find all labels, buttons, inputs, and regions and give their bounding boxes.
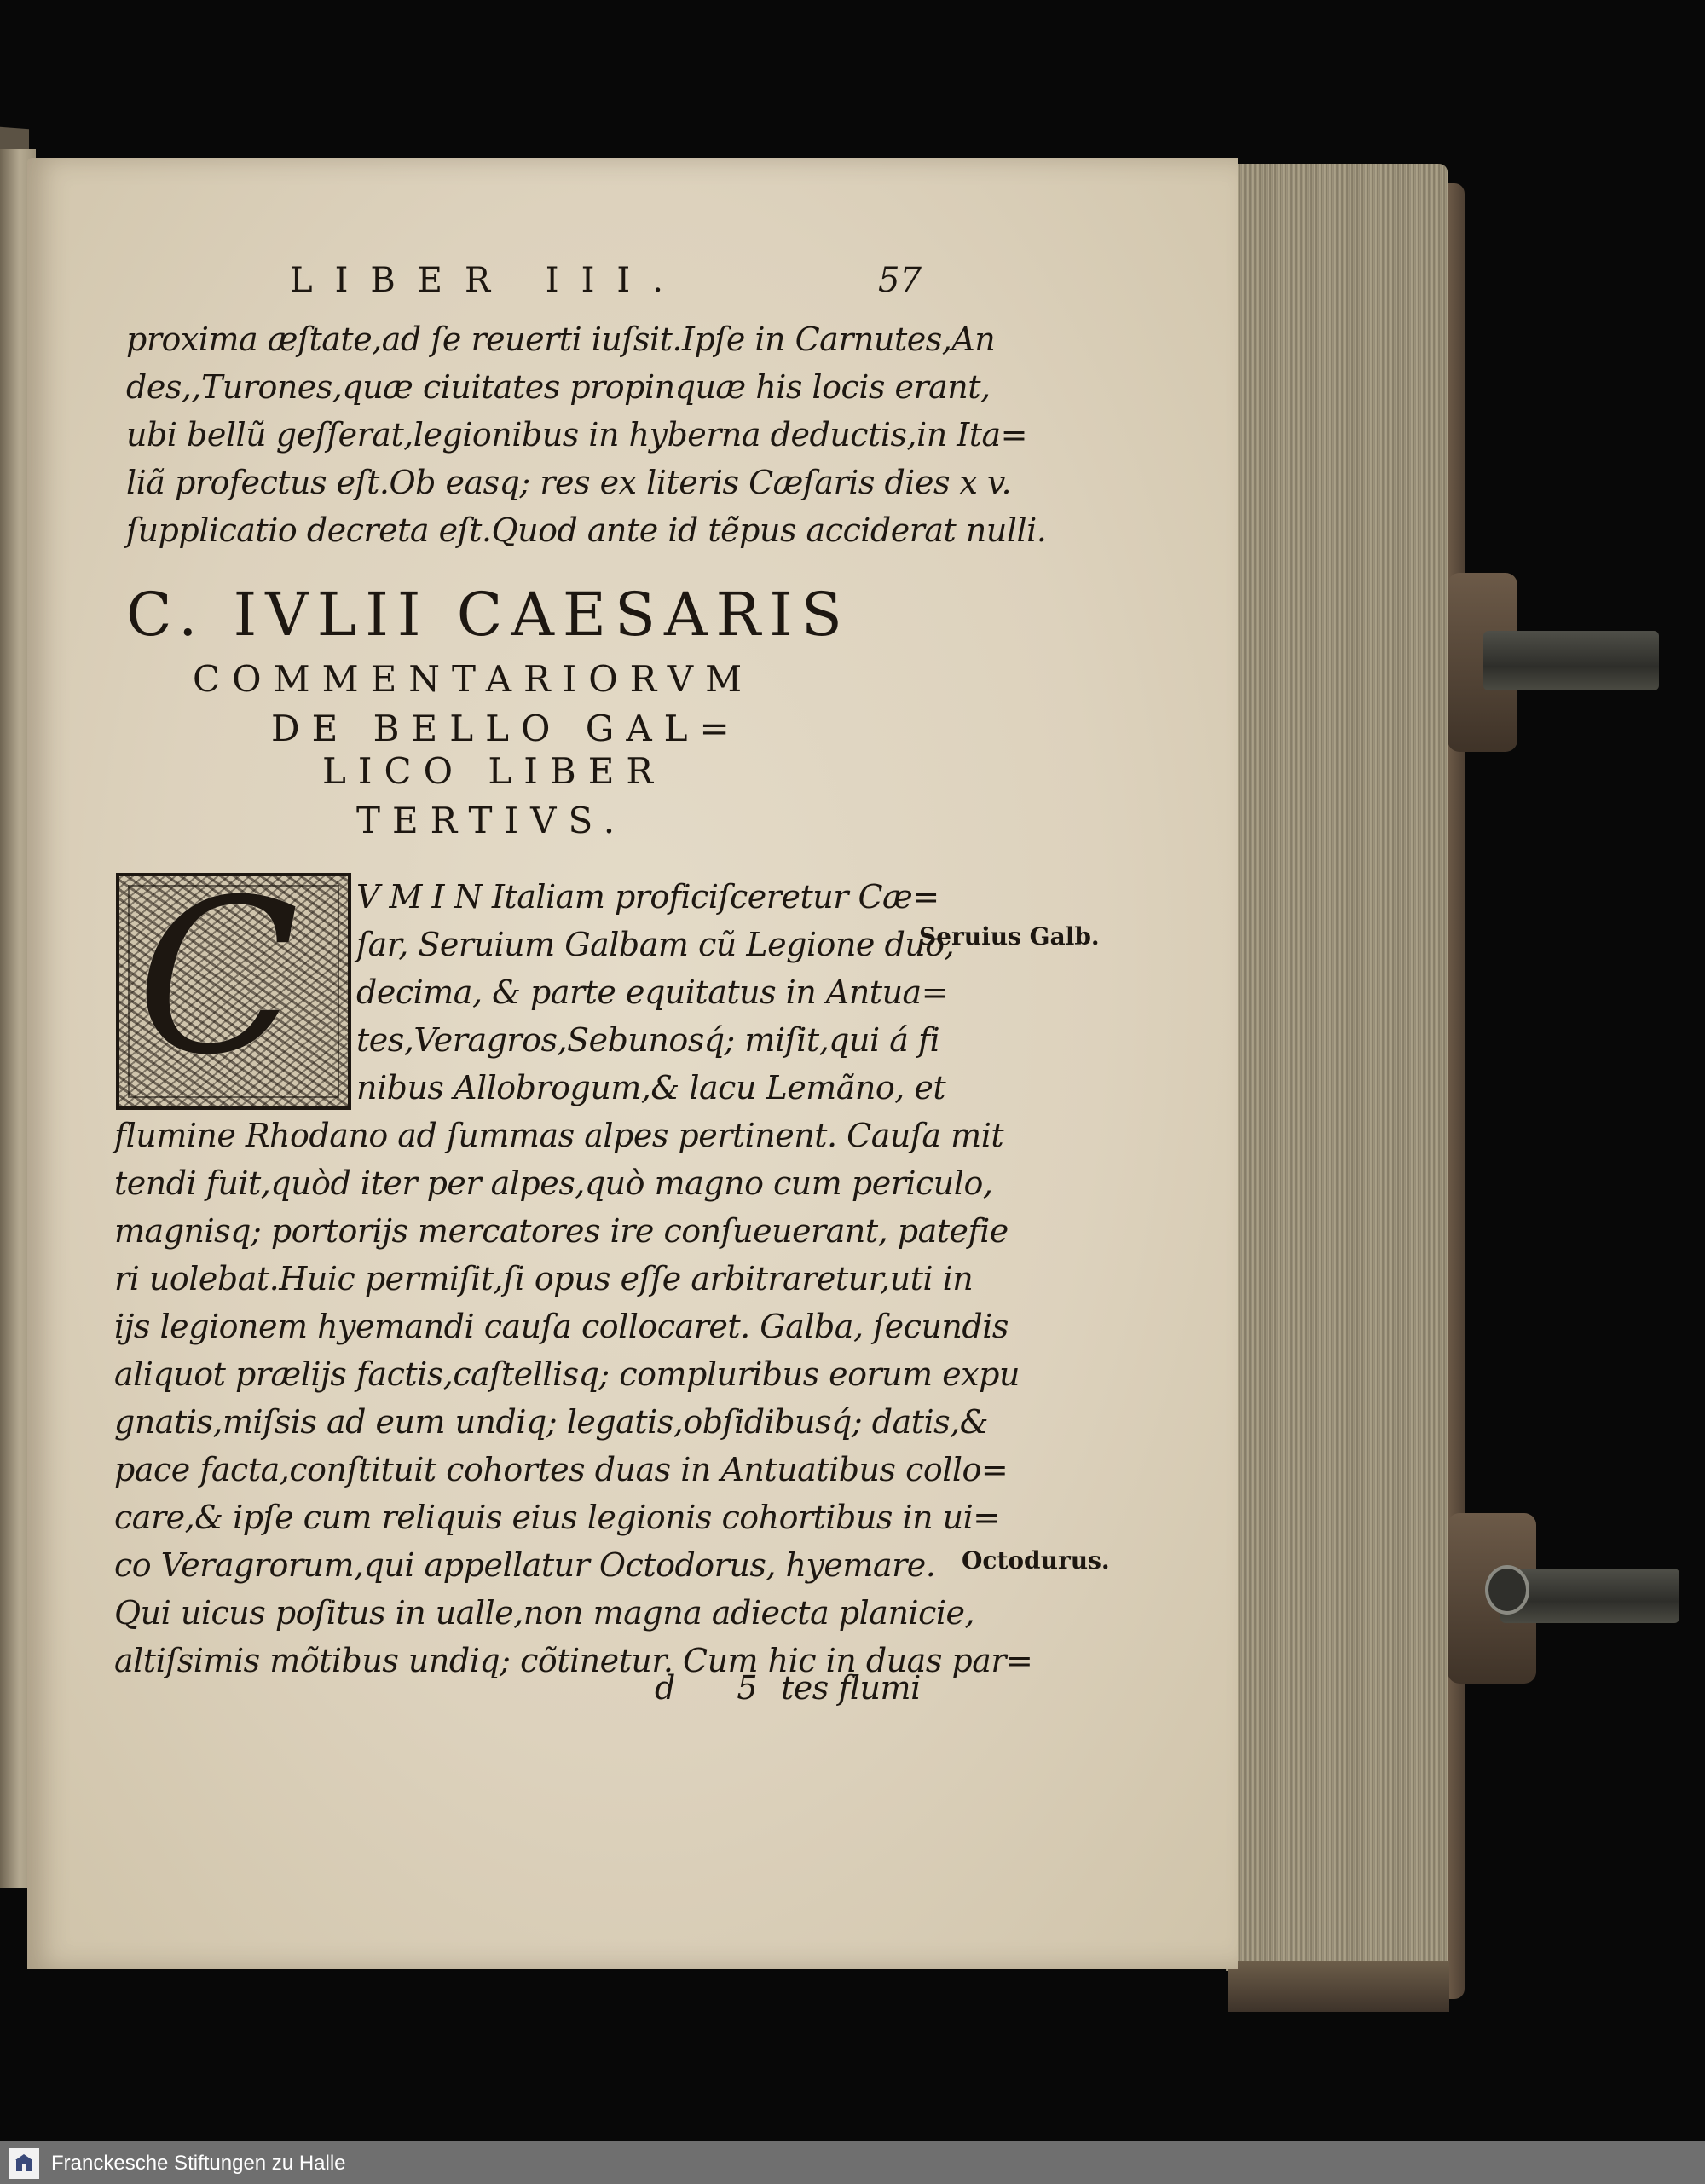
book-subtitle-line: LICO LIBER [322, 750, 666, 792]
text-line: V M I N Italiam proficiſceretur Cæ= [356, 878, 939, 916]
text-line: decima, & parte equitatus in Antua= [356, 974, 949, 1011]
book-subtitle-line: COMMENTARIORVM [193, 658, 754, 700]
margin-note: Seruius Galb. [919, 922, 1100, 950]
text-line: ſar, Seruium Galbam cũ Legione duo, [356, 926, 955, 963]
text-line: liã profectus eſt.Ob easq; res ex literis Cæſaris dies x v. [126, 464, 1012, 501]
institution-logo-icon [9, 2148, 39, 2179]
text-line: tes,Veragros,Sebunosq́; miſit,qui á fi [356, 1021, 940, 1059]
page-block-edge [1226, 164, 1448, 1971]
catchword: tes flumi [781, 1669, 921, 1707]
signature-mark: d 5 [655, 1669, 783, 1707]
text-line: Qui uicus poſitus in ualle,non magna adiecta planicie, [114, 1594, 975, 1632]
cover-bottom-edge [1228, 1961, 1449, 2012]
margin-note: Octodurus. [962, 1546, 1110, 1574]
book-title: C. IVLII CAESARIS [126, 580, 851, 650]
text-line: nibus Allobrogum,& lacu Lemãno, et [356, 1069, 946, 1106]
upper-clasp-strap [1483, 631, 1659, 690]
institution-name: Franckesche Stiftungen zu Halle [51, 2152, 346, 2175]
text-line: co Veragrorum,qui appellatur Octodorus, hyemare. [114, 1546, 936, 1584]
woodcut-initial [116, 873, 351, 1110]
clasp-ring-icon [1485, 1565, 1529, 1615]
text-line: des,,Turones,quæ ciuitates propinquæ his locis erant, [126, 368, 991, 406]
text-line: proxima æſtate,ad ſe reuerti iuſsit.Ipſe in Carnutes,An [126, 321, 996, 358]
text-line: altiſsimis mõtibus undiq; cõtinetur. Cum hic in duas par= [114, 1642, 1033, 1679]
book-subtitle-line: DE BELLO GAL= [271, 708, 742, 749]
text-line: magnisq; portorijs mercatores ire conſueuerant, patefie [114, 1212, 1009, 1250]
text-line: pace facta,conſtituit cohortes duas in Antuatibus collo= [114, 1451, 1009, 1488]
initial-letter: C [136, 873, 300, 1101]
text-line: ubi bellũ geſſerat,legionibus in hyberna deductis,in Ita= [126, 416, 1028, 454]
folio-number: 57 [878, 261, 922, 300]
text-line: ri uolebat.Huic permiſit,ſi opus eſſe arbitraretur,uti in [114, 1260, 974, 1297]
text-line: tendi fuit,quòd iter per alpes,quò magno cum periculo, [114, 1164, 993, 1202]
text-line: ſupplicatio decreta eſt.Quod ante id tẽpus acciderat nulli. [126, 511, 1047, 549]
text-line: gnatis,miſsis ad eum undiq; legatis,obſidibusq́; datis,& [114, 1403, 989, 1441]
text-line: aliquot prælijs factis,caſtellisq; compluribus eorum expu [114, 1355, 1020, 1393]
text-line: ijs legionem hyemandi cauſa collocaret. Galba, ſecundis [114, 1308, 1009, 1345]
footer-bar [0, 2141, 1705, 2184]
text-line: flumine Rhodano ad ſummas alpes pertinent. Cauſa mit [114, 1117, 1004, 1154]
text-line: care,& ipſe cum reliquis eius legionis cohortibus in ui= [114, 1499, 1000, 1536]
book-subtitle-line: TERTIVS. [356, 800, 627, 841]
running-head: LIBER III. [290, 261, 685, 300]
